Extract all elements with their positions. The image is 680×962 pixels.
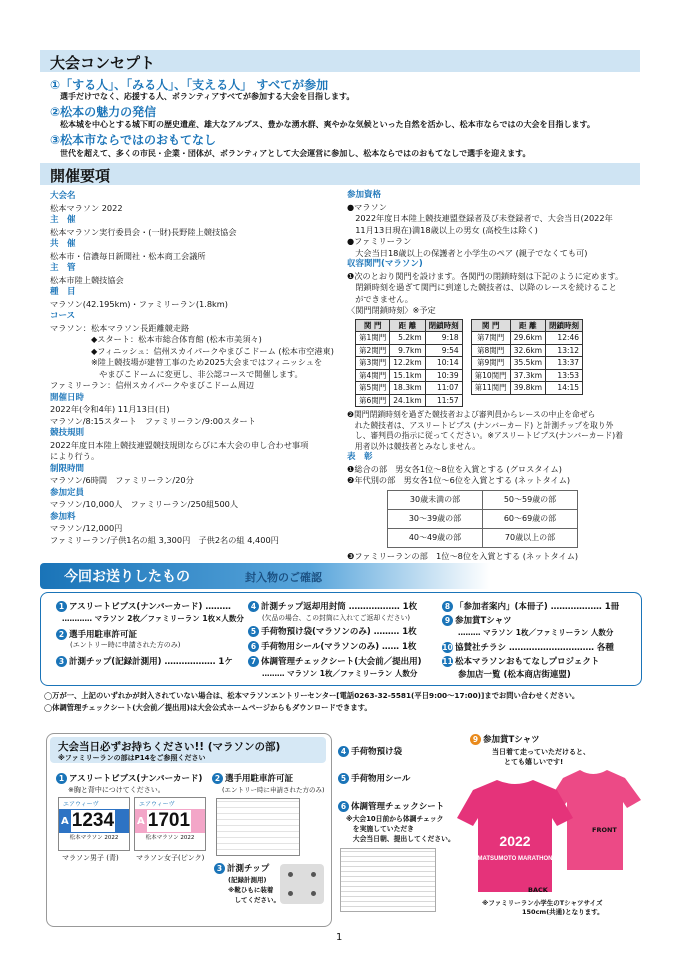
gate-row	[356, 382, 463, 395]
concept-text-1: 選手だけでなく、応援する人、ボランティアすべてが参加する大会を目指します。	[60, 92, 355, 101]
bring-permit-note: (エントリー時に申請された方のみ)	[222, 786, 325, 794]
gate-note-line: し、審判員の指示に従ってください。※アスリートビブス(ナンバーカード)着	[347, 431, 623, 440]
guide-line: ◆スタート：松本市総合体育館 (松本市美須々)	[50, 334, 262, 344]
qual-line: ●ファミリーラン	[347, 236, 412, 246]
guide-label: 参加定員	[50, 487, 85, 498]
age-row	[388, 490, 578, 509]
note-2: ◯体調管理チェックシート(大会前／提出用)は大会公式ホームページからもダウンロードできます。	[44, 703, 372, 712]
guide-label: 開催日時	[50, 392, 85, 403]
guide-line: 2022年度日本陸上競技連盟競技規則ならびに本大会の申し合わせ事項	[50, 439, 309, 450]
health-note-2: を実施していただき	[346, 825, 414, 833]
guide-line: 松本市・信濃毎日新聞社・松本商工会議所	[50, 250, 206, 261]
bib-male-number: 1234	[71, 810, 115, 831]
tshirt-front-label: FRONT	[592, 826, 617, 834]
gate-text	[347, 271, 642, 317]
gate-header-cell: 閉鎖時刻	[425, 319, 462, 332]
guide-label: 共 催	[50, 239, 76, 249]
gate-cell: 第5関門	[356, 382, 390, 395]
tshirt-note-1: ※ファミリーラン小学生のTシャツサイズ	[482, 899, 603, 907]
tshirt-print-name: MATSUMOTO MARATHON	[477, 856, 553, 862]
gate-header-cell: 関 門	[356, 319, 390, 332]
gate-line: 〈関門閉鎖時刻〉※予定	[347, 305, 436, 315]
health-note-1: ※大会10日前から体調チェック	[346, 815, 444, 823]
sent-item-9-qty: ……… マラソン 1枚／ファミリーラン 人数分	[458, 628, 614, 637]
award-family: ❸ファミリーランの部 1位〜8位を入賞とする (ネットタイム)	[347, 550, 579, 561]
health-sheet-image	[340, 848, 436, 912]
bib-female-number: 1701	[147, 810, 191, 831]
gate-cell: 第4関門	[356, 369, 390, 382]
gate-line: ❶次のとおり関門を設けます。各関門の閉鎖時刻は下記のように定めます。	[347, 270, 624, 281]
bring-title: 大会当日必ずお持ちください!! (マラソンの部)	[58, 741, 281, 753]
gate-table-left	[355, 319, 463, 408]
age-row	[388, 528, 578, 547]
award-line: ❷年代別の部 男女各1位〜6位を入賞とする (ネットタイム)	[347, 475, 571, 485]
qual-label: 参加資格	[347, 190, 382, 200]
gate-row	[471, 344, 582, 357]
concept-text-2: 松本城を中心とする城下町の歴史遺産、雄大なアルプス、豊かな湧水群、爽やかな気候といった自然を活かし、松本市ならではの大会を目指します。	[60, 120, 595, 129]
bring-bib-title: 1 アスリートビブス(ナンバーカード)	[56, 772, 202, 784]
gate-header-cell: 関 門	[471, 319, 510, 332]
guide-line: マラソン/8:15スタート ファミリーラン/9:00スタート	[50, 415, 256, 426]
qual-line: 11月13日現在)満18歳以上の男女 (高校生は除く)	[347, 224, 538, 235]
sent-item-2: 2 選手用駐車許可証	[56, 628, 137, 640]
sent-subtitle: 封入物のご確認	[245, 571, 322, 584]
sent-item-2-note: (エントリー時に申請された方のみ)	[70, 641, 181, 649]
guide-line: 2022年(令和4年) 11月13日(日)	[50, 404, 170, 414]
permit-image	[216, 798, 300, 856]
gate-cell: 15.1km	[390, 369, 425, 382]
qual-line: ●マラソン	[347, 201, 387, 212]
chip-image	[280, 864, 324, 904]
guide-label: 参加料	[50, 511, 76, 522]
gate-cell: 第3関門	[356, 357, 390, 370]
gate-cell: 14:15	[546, 382, 583, 395]
tshirt-desc-1: 当日着て走っていただけると、	[492, 748, 590, 756]
guide-label: 制限時間	[50, 463, 85, 474]
gate-note	[347, 410, 642, 452]
gate-row	[471, 357, 582, 370]
gate-row	[356, 332, 463, 345]
guide-line: ※陸上競技場が建替工事のため2025大会まではフィニッシュを	[50, 357, 323, 367]
gate-cell: 9:54	[425, 344, 462, 357]
gate-cell: 11:07	[425, 382, 462, 395]
gate-cell: 11:57	[425, 394, 462, 407]
gate-header-cell: 閉鎖時刻	[546, 319, 583, 332]
age-cell: 70歳以上の部	[483, 528, 578, 547]
bib-male-caption: マラソン男子 (青)	[62, 854, 119, 862]
gate-row	[471, 382, 582, 395]
gate-cell: 13:53	[546, 369, 583, 382]
gate-cell: 24.1km	[390, 394, 425, 407]
sent-item-11: 11 松本マラソンおもてなしプロジェクト	[442, 657, 600, 667]
note-1: ◯万が一、上記のいずれかが封入されていない場合は、松本マラソンエントリーセンター[電話0263-32-5581(平日9:00〜17:00)]までお問い合わせください。	[44, 691, 580, 700]
concept-text-3: 世代を超えて、多くの市民・企業・団体が、ボランティアとして大会運営に参加し、松本ならではのおもてなしで選手を迎えます。	[60, 149, 531, 158]
bring-chip-title: 3 計測チップ	[214, 862, 269, 874]
gate-line: 閉鎖時刻を過ぎて関門に到達した競技者は、以降のレースを続けること	[347, 282, 617, 292]
bib-male-letter: A	[61, 815, 69, 827]
bring-bib-note: ※胸と背中につけてください。	[68, 786, 165, 794]
gate-cell: 10:39	[425, 369, 462, 382]
sent-item-1-qty: ………… マラソン 2枚／ファミリーラン 1枚×人数分	[62, 614, 244, 623]
bib-female-event: 松本マラソン 2022	[145, 835, 195, 841]
age-cell: 30〜39歳の部	[388, 509, 483, 528]
tshirt-note-2: 150cm(共通)となります。	[522, 908, 604, 916]
concept-head-3: ③松本市ならではのおもてなし	[50, 133, 217, 147]
chip-note-3: してください。	[228, 896, 280, 904]
gate-cell: 18.3km	[390, 382, 425, 395]
award-label: 表 彰	[347, 452, 373, 462]
guide-label: 主 催	[50, 215, 76, 225]
bring-subtitle: ※ファミリーランの部はP14をご参照ください	[58, 754, 206, 762]
bib-female-caption: マラソン女子(ピンク)	[136, 854, 205, 862]
guide-line: マラソン/6時間 ファミリーラン/20分	[50, 475, 194, 485]
guide-label: コース	[50, 311, 76, 321]
bring-health-title: 6 体調管理チェックシート	[338, 800, 444, 812]
gate-cell: 第10関門	[471, 369, 510, 382]
gate-cell: 9.7km	[390, 344, 425, 357]
guide-right-column	[347, 190, 642, 562]
bib-female-letter: A	[137, 815, 145, 827]
guide-line: ファミリーラン/子供1名の組 3,300円 子供2名の組 4,400円	[50, 534, 279, 545]
age-row	[388, 509, 578, 528]
bring-permit-title: 2 選手用駐車許可証	[212, 772, 293, 784]
sent-item-9: 9 参加賞Tシャツ	[442, 614, 512, 626]
guide-line: マラソン：松本マラソン長距離競走路	[50, 322, 190, 333]
gate-cell: 第2関門	[356, 344, 390, 357]
gate-table-right	[471, 319, 583, 395]
gate-cell: 第6関門	[356, 394, 390, 407]
sent-item-7: 7 体調管理チェックシート(大会前／提出用)	[248, 655, 422, 667]
tshirt-print-year: 2022	[499, 833, 531, 849]
gate-cell: 5.2km	[390, 332, 425, 345]
sent-item-1: 1 アスリートビブス(ナンバーカード) ………	[56, 600, 231, 612]
sent-item-6: 6 手荷物用シール(マラソンのみ) …… 1枚	[248, 640, 416, 652]
bib-male-event: 松本マラソン 2022	[69, 835, 119, 841]
age-cell: 30歳未満の部	[388, 490, 483, 509]
gate-header-row	[471, 319, 582, 332]
gate-header-row	[356, 319, 463, 332]
gate-note-line: れた競技者は、アスリートビブス (ナンバーカード) と計測チップを取り外	[347, 420, 614, 430]
age-cell: 40〜49歳の部	[388, 528, 483, 547]
sent-item-3: 3 計測チップ(記録計測用) ……………… 1ケ	[56, 655, 233, 667]
guide-label: 種 目	[50, 287, 76, 297]
award-line: ❶総合の部 男女各1位〜8位を入賞とする (グロスタイム)	[347, 463, 562, 474]
guide-label: 競技規則	[50, 428, 85, 438]
guide-line: マラソン/10,000人 ファミリーラン/250組500人	[50, 499, 239, 509]
gate-cell: 第11関門	[471, 382, 510, 395]
gate-cell: 37.3km	[510, 369, 545, 382]
bib-female	[134, 797, 206, 851]
chip-note-2: ※靴ひもに装着	[228, 886, 274, 894]
gate-header-cell: 距 離	[510, 319, 545, 332]
award-text	[347, 464, 642, 487]
gate-cell: 10:14	[425, 357, 462, 370]
guide-title: 開催要項	[50, 167, 111, 185]
qual-line: 2022年度日本陸上競技連盟登録者及び未登録者で、大会当日(2022年	[347, 213, 613, 223]
guide-line: ファミリーラン：信州スカイパークやまびこドーム周辺	[50, 380, 255, 390]
gate-cell: 39.8km	[510, 382, 545, 395]
guide-line: 松本マラソン実行委員会・(一財)長野陸上競技協会	[50, 226, 237, 237]
gate-cell: 13:37	[546, 357, 583, 370]
qual-line: 大会当日18歳以上の保護者と小学生のペア (親子でなくても可)	[347, 247, 588, 258]
sent-item-10: 10 協賛社チラシ ………………………… 各種	[442, 643, 614, 653]
health-note-3: 大会当日朝、提出してください。	[346, 835, 455, 843]
guide-line: 松本市陸上競技協会	[50, 274, 124, 285]
tshirt-desc-2: とても嬉しいです!	[504, 758, 564, 766]
age-group-table	[387, 490, 578, 548]
sent-item-4: 4 計測チップ返却用封筒 ……………… 1枚	[248, 600, 417, 612]
page-number: 1	[336, 932, 343, 943]
gate-line: ができません。	[347, 293, 413, 304]
sent-item-7-qty: ……… マラソン 1枚／ファミリーラン 人数分	[262, 669, 418, 678]
sent-item-4-note: (欠品の場合、この封筒に入れてご返却ください)	[262, 614, 411, 622]
age-cell: 60〜69歳の部	[483, 509, 578, 528]
bib-female-brand: エアウィーヴ	[139, 801, 175, 808]
gate-row	[356, 369, 463, 382]
gate-cell: 13:12	[546, 344, 583, 357]
sent-item-5: 5 手荷物預け袋(マラソンのみ) ……… 1枚	[248, 625, 417, 637]
gate-row	[356, 357, 463, 370]
gate-cell: 32.6km	[510, 344, 545, 357]
guide-label: 大会名	[50, 191, 76, 201]
sent-item-11-sub: 参加店一覧 (松本商店街連盟)	[458, 670, 571, 680]
bring-bag-title: 4 手荷物預け袋	[338, 745, 402, 757]
bib-male	[58, 797, 130, 851]
age-cell: 50〜59歳の部	[483, 490, 578, 509]
sent-title: 今回お送りしたもの	[64, 569, 190, 585]
gate-row	[471, 369, 582, 382]
concept-head-1: ①「する人」、「みる人」、「支える人」 すべてが参加	[50, 78, 329, 92]
gate-note-line: ❷関門閉鎖時刻を過ぎた競技者および審判員からレースの中止を命ぜら	[347, 410, 596, 419]
gate-cell: 第8関門	[471, 344, 510, 357]
sent-item-8: 8 「参加者案内」(本冊子) ……………… 1冊	[442, 600, 619, 612]
gate-cell: 29.6km	[510, 332, 545, 345]
gate-row	[471, 332, 582, 345]
gate-header-cell: 距 離	[390, 319, 425, 332]
gate-row	[356, 394, 463, 407]
chip-note-1: (記録計測用)	[228, 876, 267, 884]
gate-cell: 12:46	[546, 332, 583, 345]
bring-seal-title: 5 手荷物用シール	[338, 772, 410, 784]
gate-cell: 12.2km	[390, 357, 425, 370]
guide-left-column	[50, 190, 340, 546]
gate-cell: 9:18	[425, 332, 462, 345]
guide-line: 松本マラソン 2022	[50, 202, 123, 213]
guide-line: ◆フィニッシュ：信州スカイパークやまびこドーム (松本市空港東)	[50, 345, 334, 356]
tshirt-back-label: BACK	[528, 886, 548, 894]
gate-cell: 第7関門	[471, 332, 510, 345]
gate-row	[356, 344, 463, 357]
guide-line: マラソン(42.195km)・ファミリーラン(1.8km)	[50, 298, 228, 309]
guide-line: マラソン/12,000円	[50, 523, 123, 533]
guide-line: により行う。	[50, 451, 100, 461]
concept-title: 大会コンセプト	[50, 54, 156, 72]
tshirt-title: 9 参加賞Tシャツ	[470, 733, 540, 745]
gate-cell: 第9関門	[471, 357, 510, 370]
gate-label: 収容関門(マラソン)	[347, 259, 423, 269]
concept-head-2: ②松本の魅力の発信	[50, 105, 157, 119]
guide-label: 主 管	[50, 263, 76, 273]
qual-text	[347, 202, 642, 260]
gate-cell: 35.5km	[510, 357, 545, 370]
guide-band	[40, 163, 640, 185]
guide-line: やまびこドームに変更し、非公認コースで開催します。	[50, 368, 303, 379]
bib-male-brand: エアウィーヴ	[63, 801, 99, 808]
gate-note-line: 用者以外は競技者とみなしません。	[347, 441, 481, 451]
gate-cell: 第1関門	[356, 332, 390, 345]
